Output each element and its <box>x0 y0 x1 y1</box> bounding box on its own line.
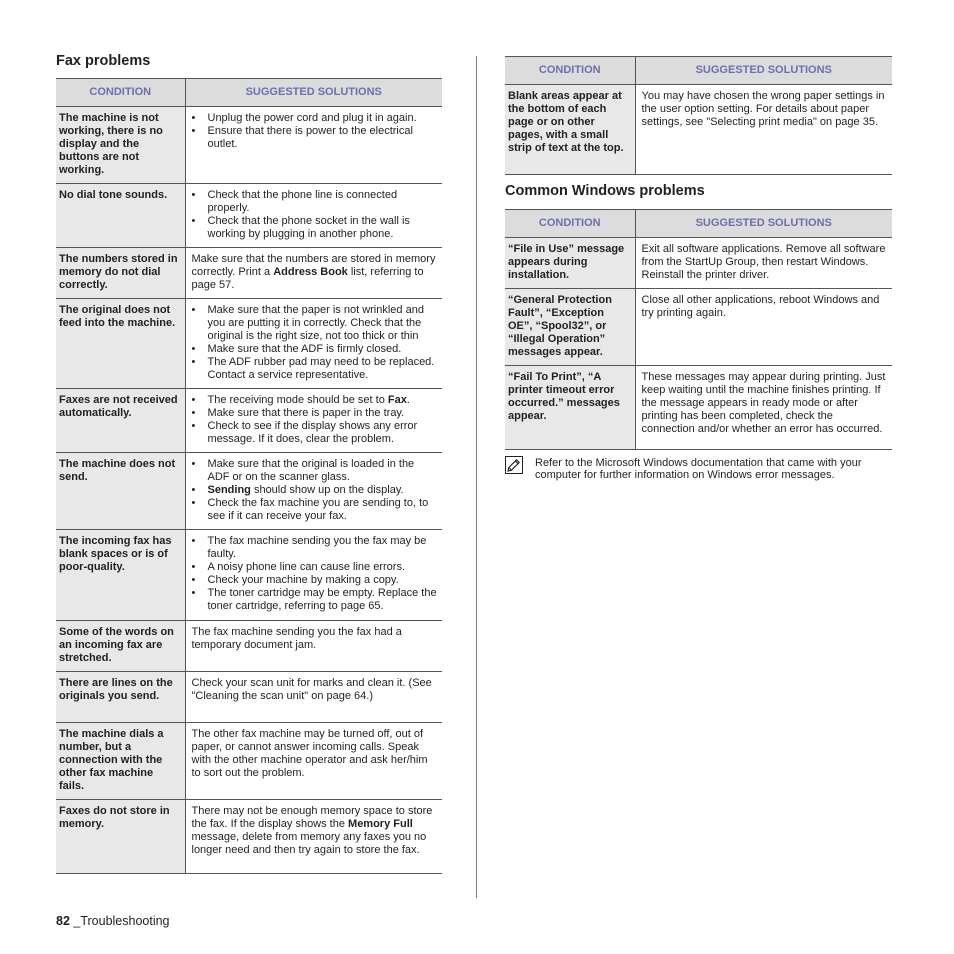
address-book-label: Address Book <box>273 266 348 278</box>
table-header-row <box>505 210 892 238</box>
table-row <box>505 366 892 450</box>
solution-item: • Make sure that there is paper in the tray. <box>192 407 439 420</box>
solution-list <box>186 389 443 451</box>
solution-item: • The fax machine sending you the fax may be faulty. <box>192 535 439 561</box>
solution-item: • The toner cartridge may be empty. Replace the toner cartridge, referring to page 65. <box>192 587 439 613</box>
continued-table <box>505 56 892 175</box>
table-header-row <box>505 57 892 85</box>
solution-text: You may have chosen the wrong paper settings in the user option setting. For details about paper settings, see "Selecting print media" on page 35. <box>641 90 885 128</box>
condition-cell: The numbers stored in memory do not dial correctly. <box>59 253 178 291</box>
condition-cell: The original does not feed into the machine. <box>59 304 176 329</box>
condition-header: CONDITION <box>505 57 635 85</box>
table-row <box>56 184 442 248</box>
table-row <box>56 299 442 389</box>
solution-list <box>186 107 443 156</box>
table-header-row <box>56 79 442 107</box>
condition-cell: Blank areas appear at the bottom of each page or on other pages, with a small strip of text at the top. <box>508 90 624 154</box>
solution-list <box>186 184 443 246</box>
table-row <box>56 621 442 672</box>
solutions-header: SUGGESTED SOLUTIONS <box>635 210 892 238</box>
solution-text: The fax machine sending you the fax had a temporary document jam. <box>191 626 402 651</box>
table-row <box>505 238 892 289</box>
table-row <box>56 530 442 621</box>
condition-cell: “Fail To Print”, “A printer timeout error occurred.” messages appear. <box>508 371 620 422</box>
solution-item: • Make sure that the original is loaded in the ADF or on the scanner glass. <box>192 458 439 484</box>
solution-item: • Unplug the power cord and plug it in again. <box>192 112 439 125</box>
solution-item: • The receiving mode should be set to Fax. <box>192 394 439 407</box>
fax-problems-heading: Fax problems <box>56 53 151 69</box>
page-footer <box>56 914 170 928</box>
condition-cell: Some of the words on an incoming fax are stretched. <box>59 626 174 664</box>
table-row <box>505 85 892 175</box>
fax-problems-table <box>56 78 442 874</box>
solution-list <box>186 453 443 528</box>
solution-text: These messages may appear during printing. Just keep waiting until the machine finishes printing. If the message appears in ready mode or after printing has been completed, check the connection and/or whether an error has occurred. <box>641 371 886 435</box>
table-row <box>56 389 442 453</box>
solution-text: Close all other applications, reboot Windows and try printing again. <box>641 294 880 319</box>
note-pencil-icon <box>505 456 523 474</box>
solutions-header: SUGGESTED SOLUTIONS <box>635 57 892 85</box>
solution-item: • Check that the phone line is connected properly. <box>192 189 439 215</box>
note-text: Refer to the Microsoft Windows documentation that came with your computer for further information on Windows error messages. <box>535 457 862 481</box>
table-row <box>56 800 442 874</box>
condition-cell: No dial tone sounds. <box>59 189 168 201</box>
condition-cell: The machine dials a number, but a connection with the other fax machine fails. <box>59 728 164 792</box>
memory-full-label: Memory Full <box>348 818 413 830</box>
windows-problems-heading: Common Windows problems <box>505 183 705 199</box>
footer-section: _Troubleshooting <box>69 914 170 928</box>
condition-cell: Faxes do not store in memory. <box>59 805 170 830</box>
column-divider <box>476 56 477 898</box>
solution-text: The other fax machine may be turned off, out of paper, or cannot answer incoming calls. Speak with the other machine operator and ask her/him to sort out the problem. <box>191 728 428 779</box>
windows-problems-table <box>505 209 892 450</box>
solution-text: There may not be enough memory space to store the fax. If the display shows the Memory Full message, delete from memory any faxes you no longer need and then try again to store the fax. <box>191 805 433 856</box>
table-row <box>56 248 442 299</box>
condition-cell: The machine is not working, there is no display and the buttons are not working. <box>59 112 163 176</box>
solutions-header: SUGGESTED SOLUTIONS <box>185 79 442 107</box>
solution-item: • Ensure that there is power to the electrical outlet. <box>192 125 439 151</box>
solution-item: • Check to see if the display shows any error message. If it does, clear the problem. <box>192 420 439 446</box>
table-row <box>56 672 442 723</box>
solution-item: • Sending should show up on the display. <box>192 484 439 497</box>
table-row <box>56 107 442 184</box>
condition-cell: The machine does not send. <box>59 458 176 483</box>
solution-item: • The ADF rubber pad may need to be replaced. Contact a service representative. <box>192 356 439 382</box>
table-row <box>56 723 442 800</box>
solution-text: Check your scan unit for marks and clean it. (See "Cleaning the scan unit" on page 64.) <box>191 677 432 702</box>
condition-header: CONDITION <box>56 79 185 107</box>
solution-list <box>186 299 443 387</box>
solution-item: • Check your machine by making a copy. <box>192 574 439 587</box>
condition-cell: Faxes are not received automatically. <box>59 394 178 419</box>
condition-cell: “General Protection Fault”, “Exception OE”, “Spool32”, or “Illegal Operation” messages appear. <box>508 294 612 358</box>
page-number: 82 <box>56 914 70 928</box>
solution-text: Exit all software applications. Remove all software from the StartUp Group, then restart Windows. Reinstall the printer driver. <box>641 243 886 281</box>
solution-item: • Check the fax machine you are sending to, to see if it can receive your fax. <box>192 497 439 523</box>
solution-text: Make sure that the numbers are stored in memory correctly. Print a Address Book list, referring to page 57. <box>191 253 436 291</box>
condition-cell: “File in Use” message appears during installation. <box>508 243 625 281</box>
condition-cell: There are lines on the originals you send. <box>59 677 173 702</box>
solution-item: • A noisy phone line can cause line errors. <box>192 561 439 574</box>
solution-list <box>186 530 443 618</box>
condition-header: CONDITION <box>505 210 635 238</box>
solution-item: • Make sure that the ADF is firmly closed. <box>192 343 439 356</box>
condition-cell: The incoming fax has blank spaces or is of poor-quality. <box>59 535 172 573</box>
table-row <box>56 453 442 530</box>
solution-item: • Make sure that the paper is not wrinkled and you are putting it in correctly. Check that the original is the right size, not too thick or thin <box>192 304 439 343</box>
table-row <box>505 289 892 366</box>
solution-item: • Check that the phone socket in the wall is working by plugging in another phone. <box>192 215 439 241</box>
